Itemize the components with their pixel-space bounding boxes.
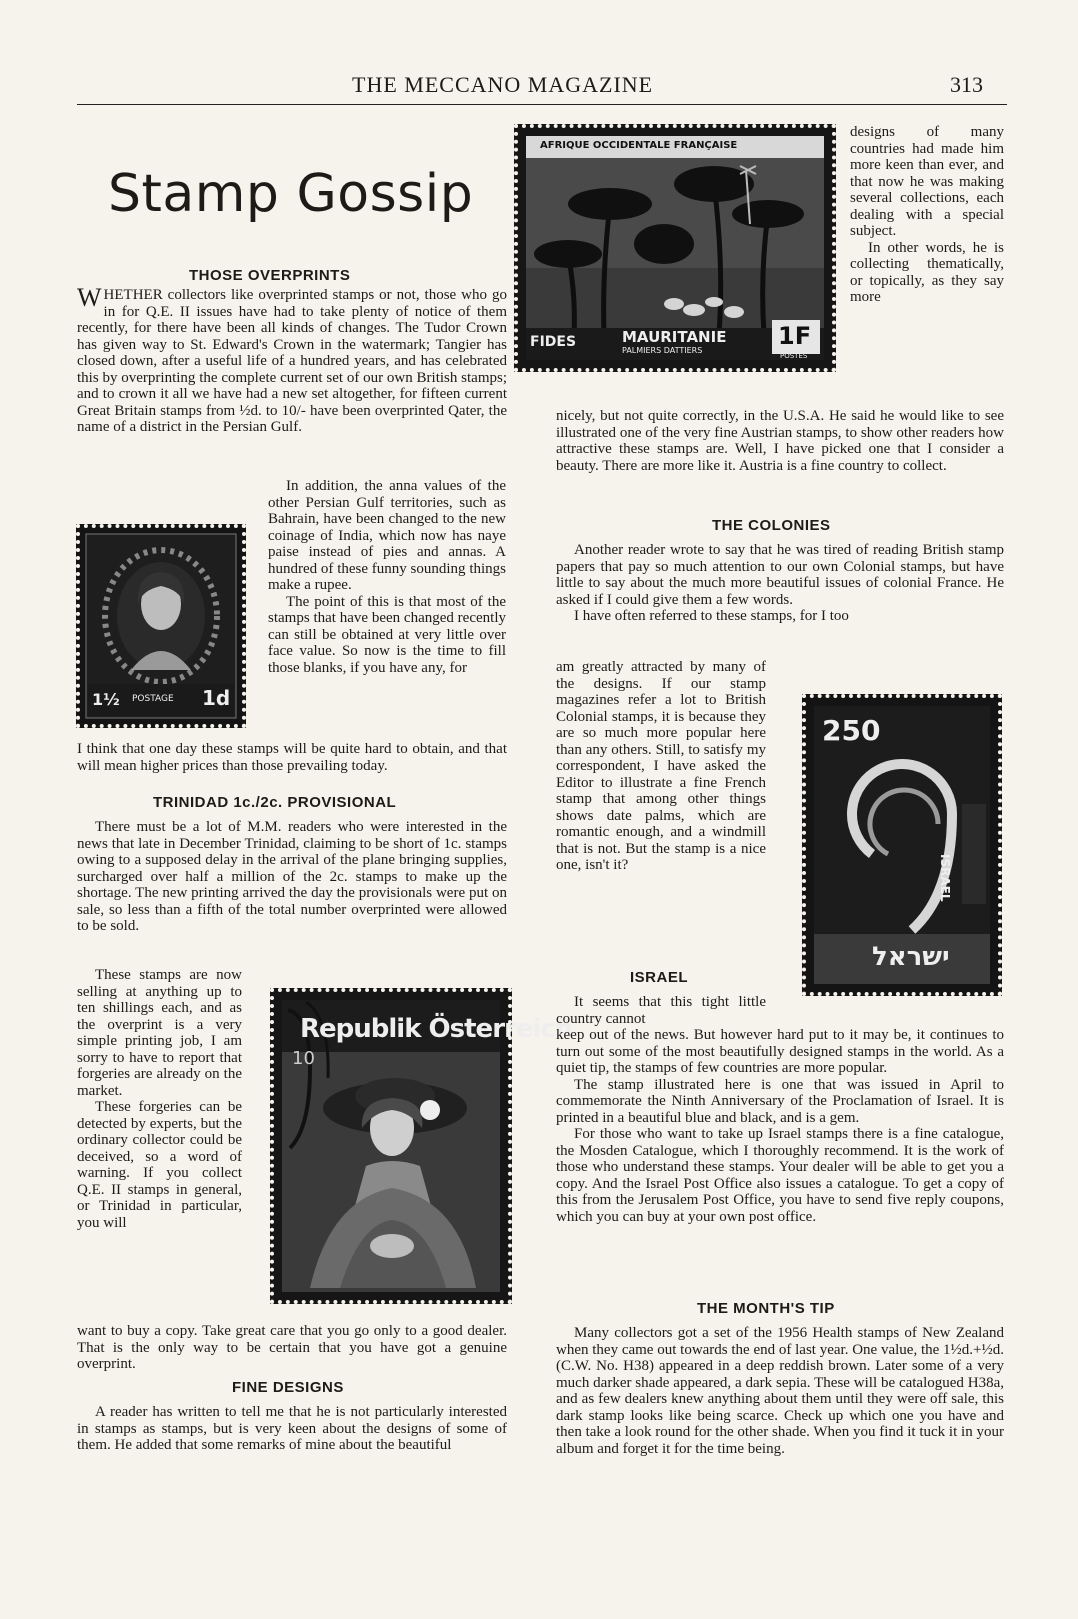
israel-stamp-hebrew: ישראל bbox=[872, 942, 950, 972]
trinidad-text-3: These forgeries can be detected by experts, but the ordinary collector could be deceived, so a word of warning. If you collect Q.E. II stamps in general, or Trinidad in particular, you will bbox=[77, 1099, 242, 1231]
mauritanie-stamp-sub: PALMIERS DATTIERS bbox=[622, 346, 703, 355]
austria-stamp-title: Republik Österreich bbox=[300, 1014, 573, 1044]
colonies-text-3: am greatly attracted by many of the designs. If our stamp magazines refer a lot to British Colonial stamps, it is because they are so much more popular here than any others. Still, to satisfy my correspondent, I have asked the Editor to illustrate a fine French stamp that among other things shows date palms, which are romantic enough, and a windmill that is not. But the stamp is a nice one, isn't it? bbox=[556, 659, 766, 873]
tip-text-1: Many collectors got a set of the 1956 Health stamps of New Zealand when they came out towards the end of last year. One value, the 1½d.+½d. (C.W. No. H38) appeared in a deep reddish brown. Later some of a very much darker shade appeared, a dark sepia. These will be catalogued H38a, and as few dealers knew anything about them until they were off sale, this dark stamp looks like being scarce. Check up which one you have and then take a look round for the other shade. When you find it tuck it in your album and forget it for the time being. bbox=[556, 1325, 1004, 1457]
fine-designs-text-3: In other words, he is collecting thematically, or topically, as they say more bbox=[850, 239, 1004, 305]
mauritanie-stamp-value: 1F bbox=[778, 322, 812, 350]
austria-stamp-value: 10 bbox=[292, 1048, 315, 1069]
mauritanie-stamp-fides: FIDES bbox=[530, 334, 577, 350]
heading-overprints: THOSE OVERPRINTS bbox=[189, 267, 351, 284]
overprints-text-3: The point of this is that most of the stamps that have been changed recently can still be obtained at very little over face value. So now is the time to fill those blanks, if you have any, for bbox=[268, 593, 506, 676]
trinidad-para-1 bbox=[77, 819, 507, 935]
overprints-para-1 bbox=[77, 283, 507, 436]
header-rule bbox=[77, 104, 1007, 105]
magazine-title: THE MECCANO MAGAZINE bbox=[352, 72, 654, 97]
heading-fine-designs: FINE DESIGNS bbox=[232, 1379, 344, 1396]
mauritanie-stamp-postes: POSTES bbox=[780, 352, 808, 360]
page-number: 313 bbox=[950, 72, 983, 97]
mauritanie-stamp-name: MAURITANIE bbox=[622, 328, 727, 346]
overprints-para-4 bbox=[77, 741, 507, 774]
israel-text-3: The stamp illustrated here is one that was issued in April to commemorate the Ninth Anniversary of the Proclamation of Israel. It is printed in a beautiful blue and black, and is a gem. bbox=[556, 1076, 1004, 1126]
overprints-text-4: I think that one day these stamps will be quite hard to obtain, and that will mean higher prices than those prevailing today. bbox=[77, 741, 507, 774]
israel-text-2: keep out of the news. But however hard put to it may be, it continues to turn out some of the most beautifully designed stamps in the world. As a quiet tip, the stamps of few countries are more popular. bbox=[556, 1027, 1004, 1076]
colonies-para-3 bbox=[556, 659, 766, 874]
trinidad-text-1: There must be a lot of M.M. readers who were interested in the news that late in December Trinidad, claiming to be short of 1c. stamps owing to a supposed delay in the arrival of the plane bringing supplies, surcharged over half a million of the 2c. stamps to make up the shortage. The new printing arrived the day the provisionals were put on sale, so less than a fifth of the total number overprinted were allowed to be sold. bbox=[77, 819, 507, 934]
drop-cap: W bbox=[77, 283, 102, 312]
queen-stamp-value-right: 1d bbox=[202, 686, 231, 710]
heading-months-tip: THE MONTH'S TIP bbox=[697, 1300, 835, 1317]
heading-israel: ISRAEL bbox=[630, 969, 689, 986]
trinidad-text-2: These stamps are now selling at anything up to ten shillings each, and as the overprint is a very simple printing job, I am sorry to have to report that forgeries are already on the market. bbox=[77, 967, 242, 1099]
overprints-para-2 bbox=[268, 478, 506, 676]
trinidad-text-4: want to buy a copy. Take great care that you go only to a good dealer. That is the only way to be certain that you have got a genuine overprint. bbox=[77, 1323, 507, 1372]
israel-stamp-name: ISRAEL bbox=[938, 854, 952, 902]
israel-text-1: It seems that this tight little country cannot bbox=[556, 994, 766, 1027]
trinidad-para-2 bbox=[77, 967, 242, 1231]
fine-designs-text-1: A reader has written to tell me that he is not particularly interested in stamps as stamps, but is very keen about the designs of some of them. He added that some remarks of mine about the beautiful bbox=[77, 1404, 507, 1453]
trinidad-para-4 bbox=[77, 1323, 507, 1373]
austria-stamp-image bbox=[270, 988, 573, 1304]
israel-stamp-value: 250 bbox=[822, 714, 881, 747]
israel-stamp-image bbox=[802, 694, 1002, 996]
colonies-text-2: I have often referred to these stamps, for I too bbox=[574, 608, 849, 624]
fine-designs-para-1 bbox=[77, 1404, 507, 1454]
fine-designs-para-4 bbox=[556, 408, 1004, 474]
fine-designs-text-4: nicely, but not quite correctly, in the U.S.A. He said he would like to see illustrated one of the very fine Austrian stamps, to show other readers how attractive these stamps are. Well, I have picked one that I consider a beauty. There are more like it. Austria is a fine country to collect. bbox=[556, 408, 1004, 474]
heading-trinidad: TRINIDAD 1c./2c. PROVISIONAL bbox=[153, 794, 397, 811]
queen-stamp-value-left: 1½ bbox=[92, 690, 120, 709]
mauritanie-stamp-top-text: AFRIQUE OCCIDENTALE FRANÇAISE bbox=[540, 140, 738, 151]
colonies-text-1: Another reader wrote to say that he was tired of reading British stamp papers that pay so much attention to our own Colonial stamps, but have little to say about the much more beautiful issues of colonial France. He asked if I could give them a few words. bbox=[556, 542, 1004, 608]
fine-designs-para-2 bbox=[850, 124, 1004, 306]
article-title: Stamp Gossip bbox=[108, 164, 474, 224]
heading-colonies: THE COLONIES bbox=[712, 517, 831, 534]
overprints-text-2: In addition, the anna values of the other Persian Gulf territories, such as Bahrain, have been changed to the new coinage of India, which now has naye paise instead of pies and annas. A hundred of these funny sounding things make a rupee. bbox=[268, 478, 506, 593]
colonies-para-1 bbox=[556, 542, 1004, 625]
overprints-text-1: HETHER collectors like overprinted stamps or not, those who go in for Q.E. II issues have had to take plenty of notice of them recently, for there have been all kinds of changes. The Tudor Crown has given way to St. Edward's Crown in the watermark; Tangier has closed down, after a useful life of a hundred years, and has celebrated this by overprinting the complete current set of our own British stamps; and to crown it all we have had a new set altogether, for fifteen current Great Britain stamps from ½d. to 10/- have been overprinted Qater, the name of a district in the Persian Gulf. bbox=[77, 287, 507, 435]
israel-para-1 bbox=[556, 994, 766, 1027]
israel-text-4: For those who want to take up Israel stamps there is a fine catalogue, the Mosden Catalogue, which I thoroughly recommend. It is the work of those who understand these stamps. Your dealer will be able to get you a copy. And the Israel Post Office also issues a catalogue. To get a copy of this from the Jerusalem Post Office, you have to send five reply coupons, which you can buy at your own post office. bbox=[556, 1126, 1004, 1225]
israel-para-2 bbox=[556, 1027, 1004, 1225]
fine-designs-text-2: designs of many countries had made him more keen than ever, and that now he was making several collections, each dealing with a special subject. bbox=[850, 124, 1004, 239]
queen-stamp-postage: POSTAGE bbox=[132, 694, 174, 704]
queen-stamp-image bbox=[76, 524, 246, 728]
tip-para-1 bbox=[556, 1325, 1004, 1457]
mauritanie-stamp-image bbox=[514, 124, 836, 372]
